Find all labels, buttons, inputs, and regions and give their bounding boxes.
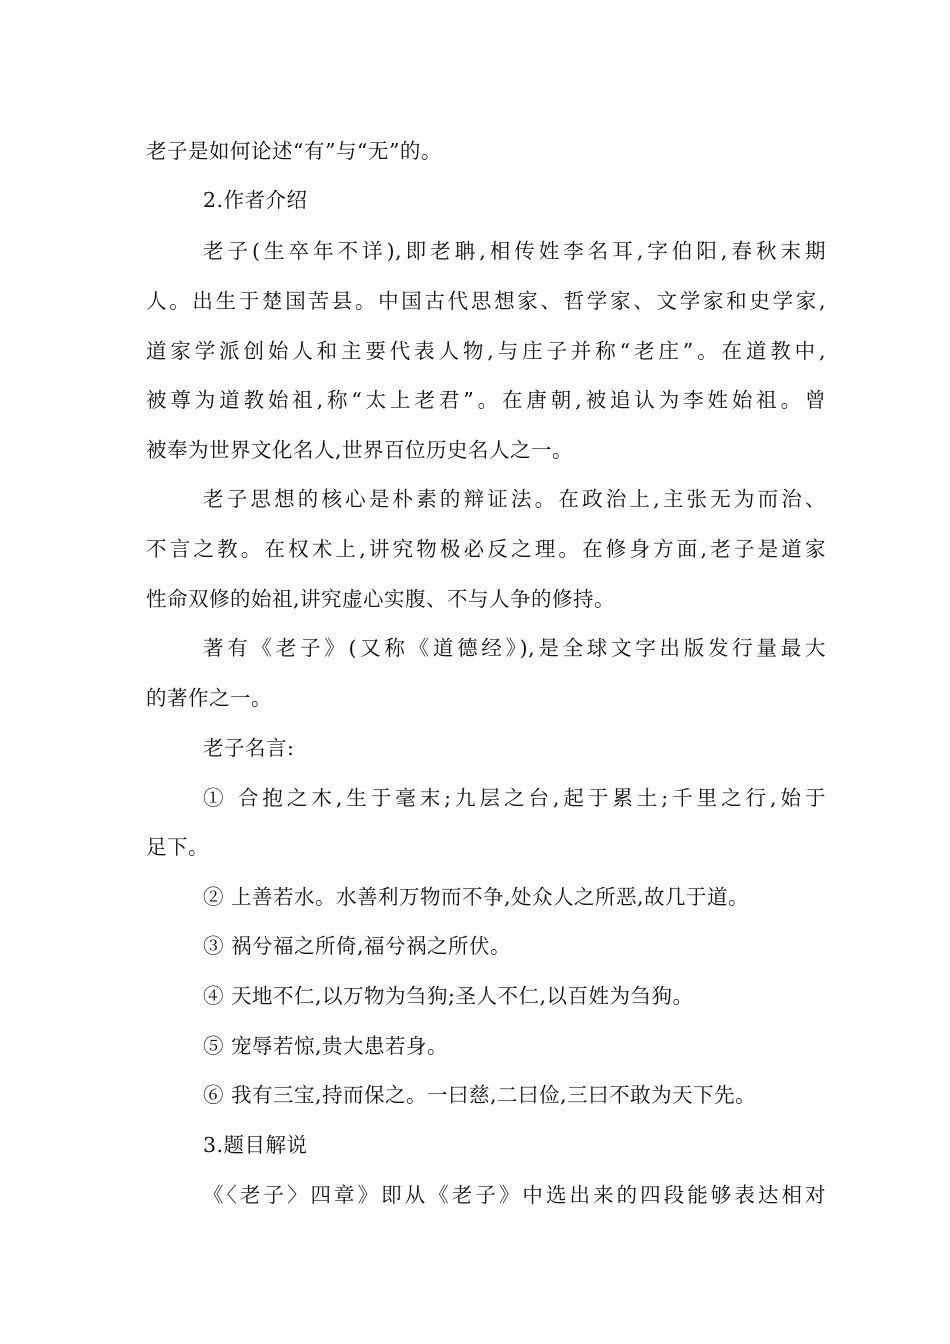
section-heading: 3.题目解说 (203, 1133, 308, 1157)
quote-item: ③ 祸兮福之所倚,福兮祸之所伏。 (203, 934, 512, 958)
text-line: 老子思想的核心是朴素的辩证法。在政治上,主张无为而治、 (203, 487, 826, 511)
text-line: 老子(生卒年不详),即老聃,相传姓李名耳,字伯阳,春秋末期 (203, 239, 826, 263)
text-line: 被尊为道教始祖,称“太上老君”。在唐朝,被追认为李姓始祖。曾 (146, 388, 826, 412)
text-line: 道家学派创始人和主要代表人物,与庄子并称“老庄”。在道教中, (146, 339, 826, 363)
text-line: 老子名言: (203, 736, 295, 760)
quote-item-continued: 足下。 (146, 835, 209, 859)
text-line: 不言之教。在权术上,讲究物极必反之理。在修身方面,老子是道家 (146, 537, 826, 561)
text-line: 人。出生于楚国苦县。中国古代思想家、哲学家、文学家和史学家, (146, 289, 826, 313)
quote-item: ② 上善若水。水善利万物而不争,处众人之所恶,故几于道。 (203, 885, 750, 909)
text-line: 被奉为世界文化名人,世界百位历史名人之一。 (146, 438, 574, 462)
quote-item: ⑥ 我有三宝,持而保之。一曰慈,二曰俭,三曰不敢为天下先。 (203, 1083, 757, 1107)
quote-item: ① 合抱之木,生于毫末;九层之台,起于累土;千里之行,始于 (203, 786, 826, 810)
quote-item: ④ 天地不仁,以万物为刍狗;圣人不仁,以百姓为刍狗。 (203, 984, 694, 1008)
text-line: 老子是如何论述“有”与“无”的。 (146, 139, 442, 163)
text-line: 的著作之一。 (146, 686, 272, 710)
text-line: 《〈老子〉四章》即从《老子》中选出来的四段能够表达相对 (203, 1183, 826, 1207)
text-line: 著有《老子》(又称《道德经》),是全球文字出版发行量最大 (203, 636, 826, 660)
section-heading: 2.作者介绍 (203, 188, 308, 212)
quote-item: ⑤ 宠辱若惊,贵大患若身。 (203, 1034, 449, 1058)
text-line: 性命双修的始祖,讲究虚心实腹、不与人争的修持。 (146, 587, 616, 611)
